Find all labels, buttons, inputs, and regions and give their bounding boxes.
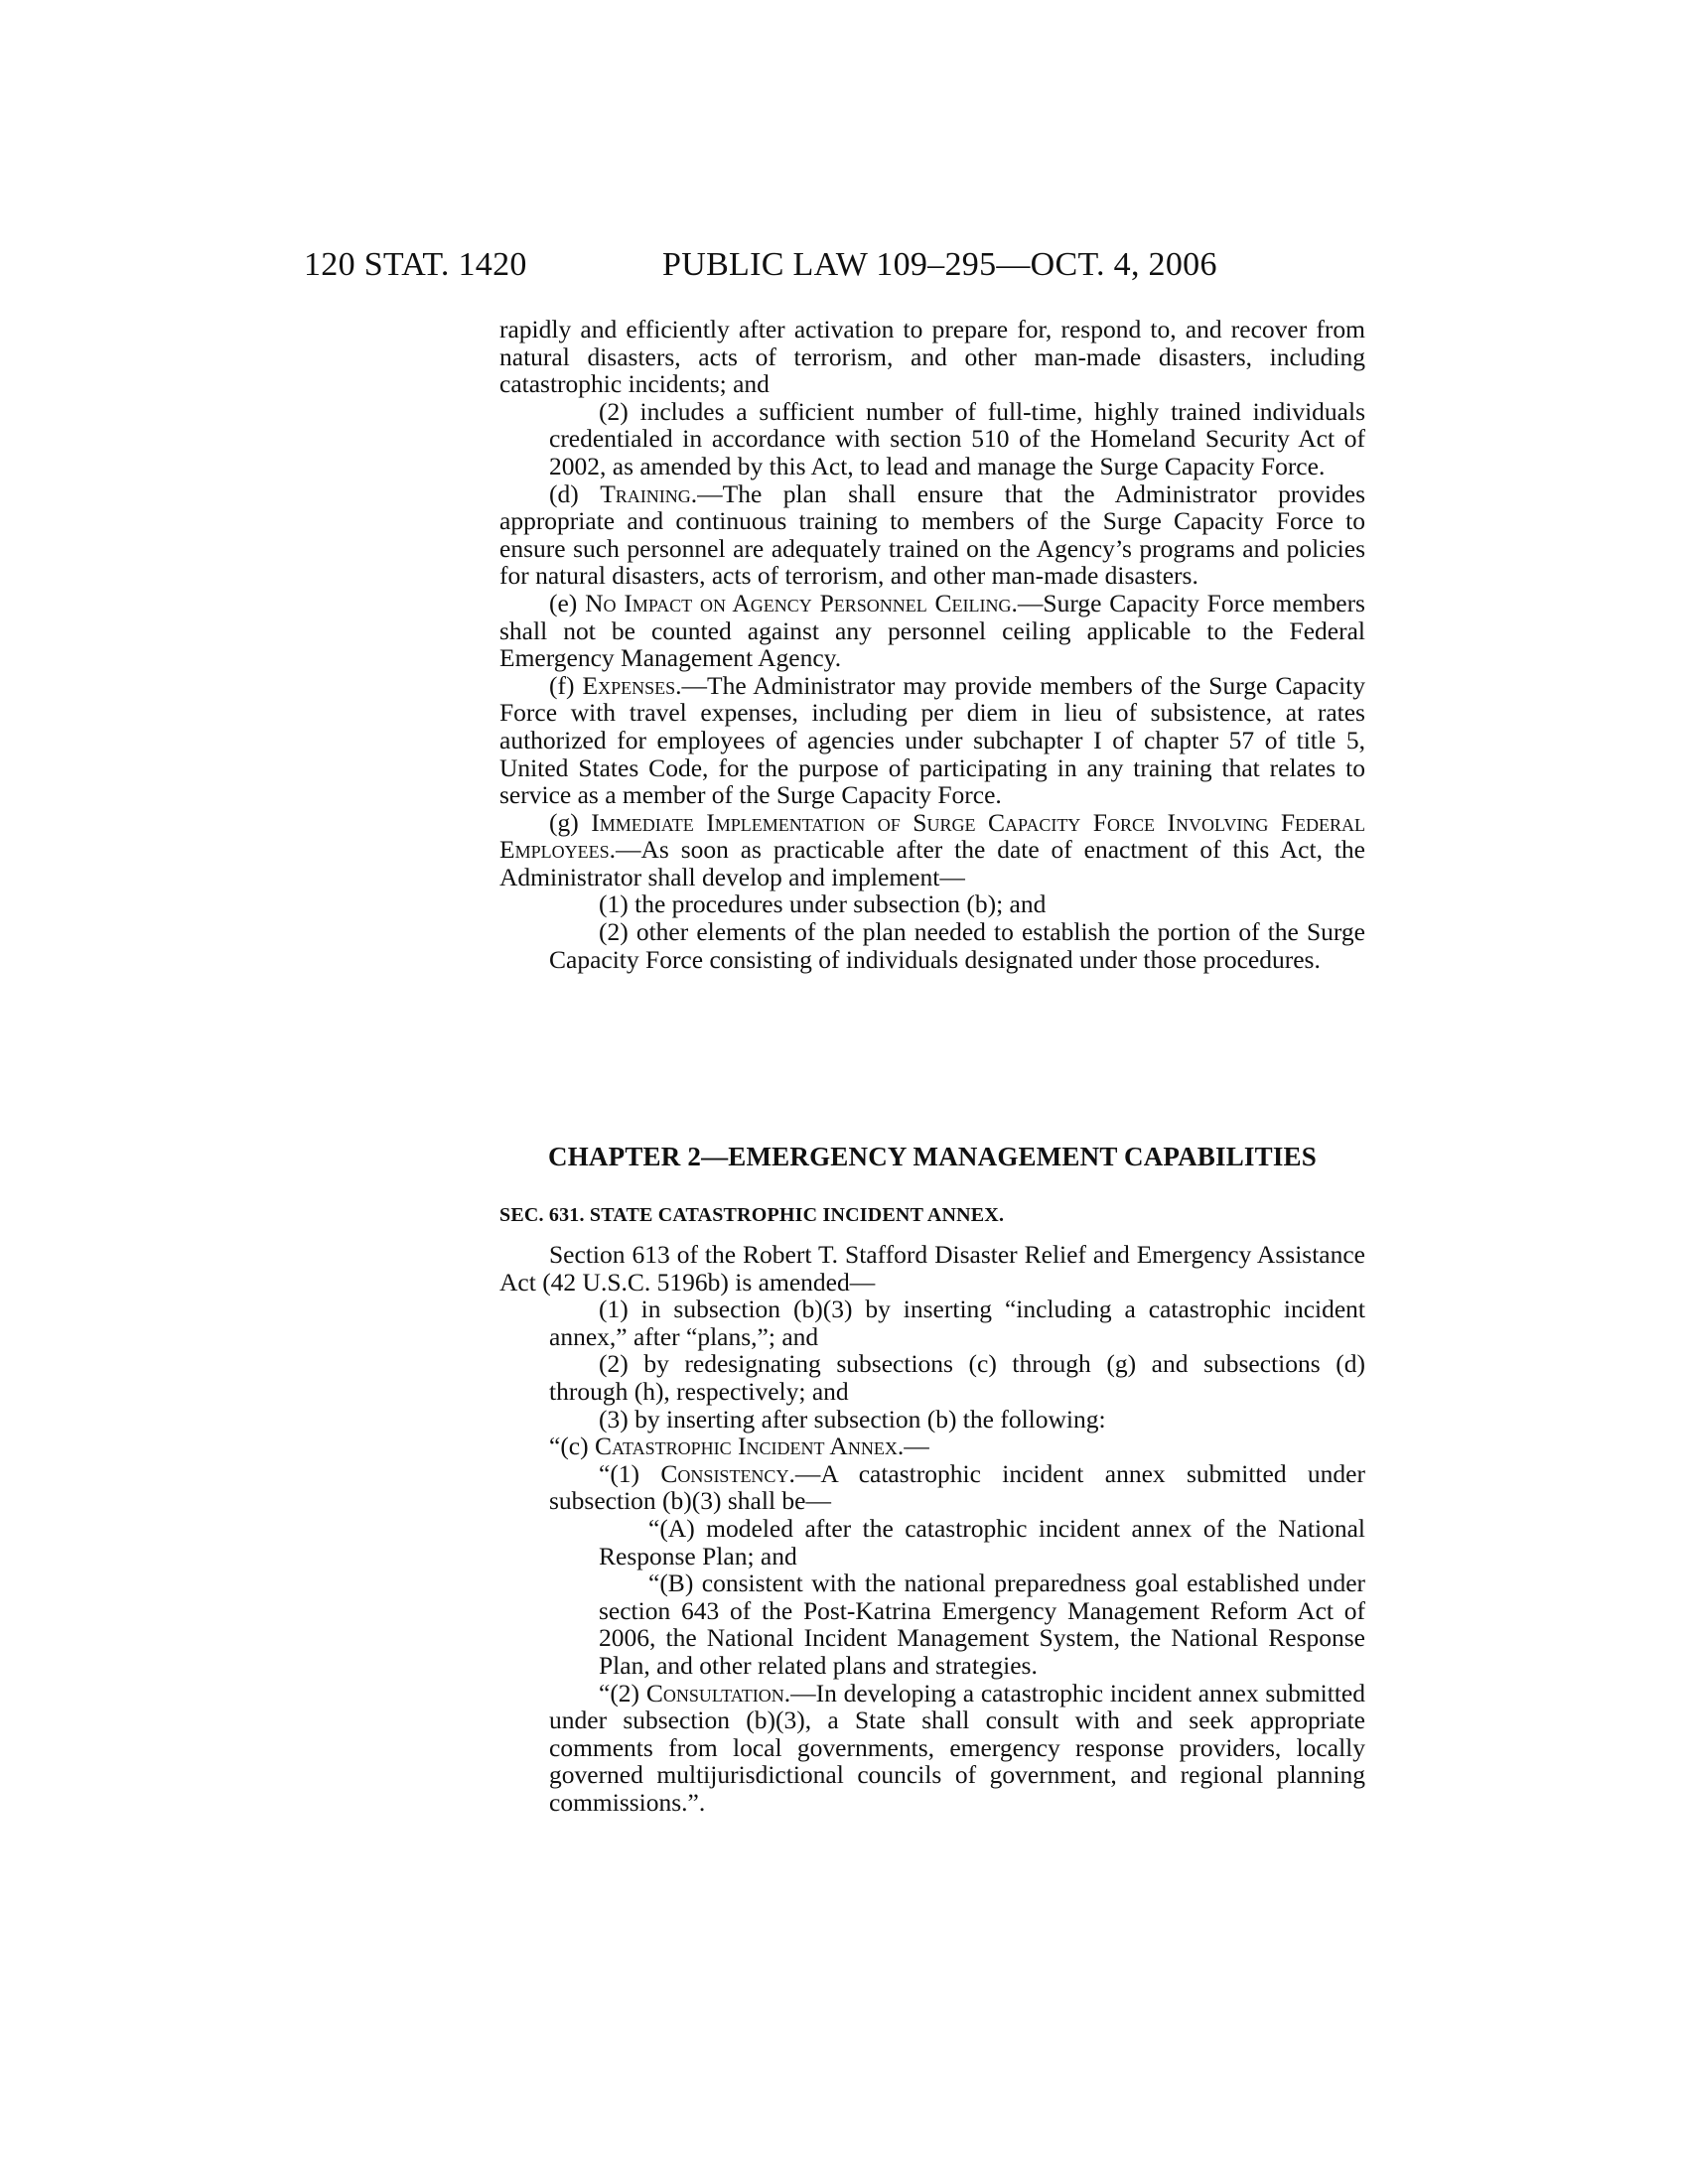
paragraph-g-item-1: (1) the procedures under subsection (b); and bbox=[599, 889, 1047, 919]
para-num: (f) bbox=[549, 670, 583, 700]
para-text: .—The Administrator may provide members of the Surge Capacity Force with travel expenses, including per diem in lieu of subsistence, at rates authorized for employees of agencies under subchapter I of chapter 57 of title 5, United States Code, for the purpose of participating in any training that relates to service as a member of the Surge Capacity Force. bbox=[499, 670, 1365, 810]
para-heading: Training bbox=[600, 478, 691, 508]
para-num: (g) bbox=[549, 807, 592, 837]
subsection-c bbox=[499, 1433, 1365, 1460]
section-item-2: (2) by redesignating subsections (c) through (g) and subsections (d) through (h), respectively; and bbox=[549, 1349, 1365, 1406]
paragraph-item-2: (2) includes a sufficient number of full-time, highly trained individuals credentialed in accordance with section 510 of the Homeland Security Act of 2002, as amended by this Act, to lead and manage the Surge Capacity Force. bbox=[549, 396, 1365, 480]
page-stat-citation: 120 STAT. 1420 bbox=[304, 246, 527, 283]
paragraph-e-no-impact bbox=[499, 590, 1365, 672]
section-item-3: (3) by inserting after subsection (b) the following: bbox=[599, 1404, 1106, 1433]
para-num: “(1) bbox=[599, 1458, 661, 1488]
para-heading: Expenses bbox=[582, 670, 676, 700]
subsection-c-1-B: “(B) consistent with the national preparedness goal established under section 643 of the Post-Katrina Emergency Management Reform Act of 2006, the National Incident Management System, the National Response Plan, and other related plans and strategies. bbox=[599, 1569, 1365, 1680]
para-heading: Consultation bbox=[645, 1678, 784, 1707]
paragraph-continued: rapidly and efficiently after activation to prepare for, respond to, and recover from natural disasters, acts of terrorism, and other man-made disasters, including catastrophic incidents; and bbox=[499, 315, 1365, 399]
section-heading: SEC. 631. STATE CATASTROPHIC INCIDENT ANNEX. bbox=[499, 1204, 1005, 1226]
body-text-upper bbox=[499, 316, 1365, 973]
para-text: .—In developing a catastrophic incident annex submitted under subsection (b)(3), a State shall consult with and seek appropriate comments from local governments, emergency response providers, locally governed multijurisdictional councils of government, and regional planning commissions.”. bbox=[549, 1678, 1365, 1817]
body-text-lower bbox=[499, 1241, 1365, 1816]
para-heading: Immediate Implementation of Surge Capacity Force Involving Federal Employees bbox=[499, 807, 1365, 865]
chapter-heading: CHAPTER 2—EMERGENCY MANAGEMENT CAPABILITIES bbox=[548, 1142, 1317, 1171]
para-text: .—Surge Capacity Force members shall not be counted against any personnel ceiling applicable to the Federal Emergency Management Agency. bbox=[499, 588, 1365, 673]
subsection-c-1 bbox=[499, 1460, 1365, 1515]
para-heading: Catastrophic Incident Annex bbox=[595, 1432, 898, 1461]
section-item-1: (1) in subsection (b)(3) by inserting “including a catastrophic incident annex,” after “plans,”; and bbox=[549, 1295, 1365, 1351]
para-text: .— bbox=[897, 1432, 929, 1461]
para-heading: No Impact on Agency Personnel Ceiling bbox=[585, 588, 1012, 617]
paragraph-d-training bbox=[499, 480, 1365, 590]
para-num: “(c) bbox=[549, 1432, 595, 1461]
para-num: “(2) bbox=[599, 1678, 646, 1707]
paragraph-f-expenses bbox=[499, 672, 1365, 809]
running-header: PUBLIC LAW 109–295—OCT. 4, 2006 bbox=[662, 246, 1217, 283]
section-intro: Section 613 of the Robert T. Stafford Disaster Relief and Emergency Assistance Act (42 U.S.C. 5196b) is amended— bbox=[499, 1240, 1365, 1297]
paragraph-g-item-2: (2) other elements of the plan needed to establish the portion of the Surge Capacity Force consisting of individuals designated under those procedures. bbox=[549, 917, 1365, 974]
para-text: .—The plan shall ensure that the Administrator provides appropriate and continuous training to members of the Surge Capacity Force to ensure such personnel are adequately trained on the Agency’s programs and policies for natural disasters, acts of terrorism, and other man-made disasters. bbox=[499, 478, 1365, 591]
para-text: .—As soon as practicable after the date of enactment of this Act, the Administrator shall develop and implement— bbox=[499, 835, 1365, 891]
para-heading: Consistency bbox=[660, 1458, 789, 1488]
para-num: (d) bbox=[549, 478, 601, 508]
para-num: (e) bbox=[549, 588, 586, 617]
subsection-c-2 bbox=[499, 1680, 1365, 1817]
para-text: .—A catastrophic incident annex submitted under subsection (b)(3) shall be— bbox=[549, 1458, 1365, 1516]
paragraph-g-implementation bbox=[499, 809, 1365, 891]
subsection-c-1-A: “(A) modeled after the catastrophic incident annex of the National Response Plan; and bbox=[599, 1513, 1365, 1570]
